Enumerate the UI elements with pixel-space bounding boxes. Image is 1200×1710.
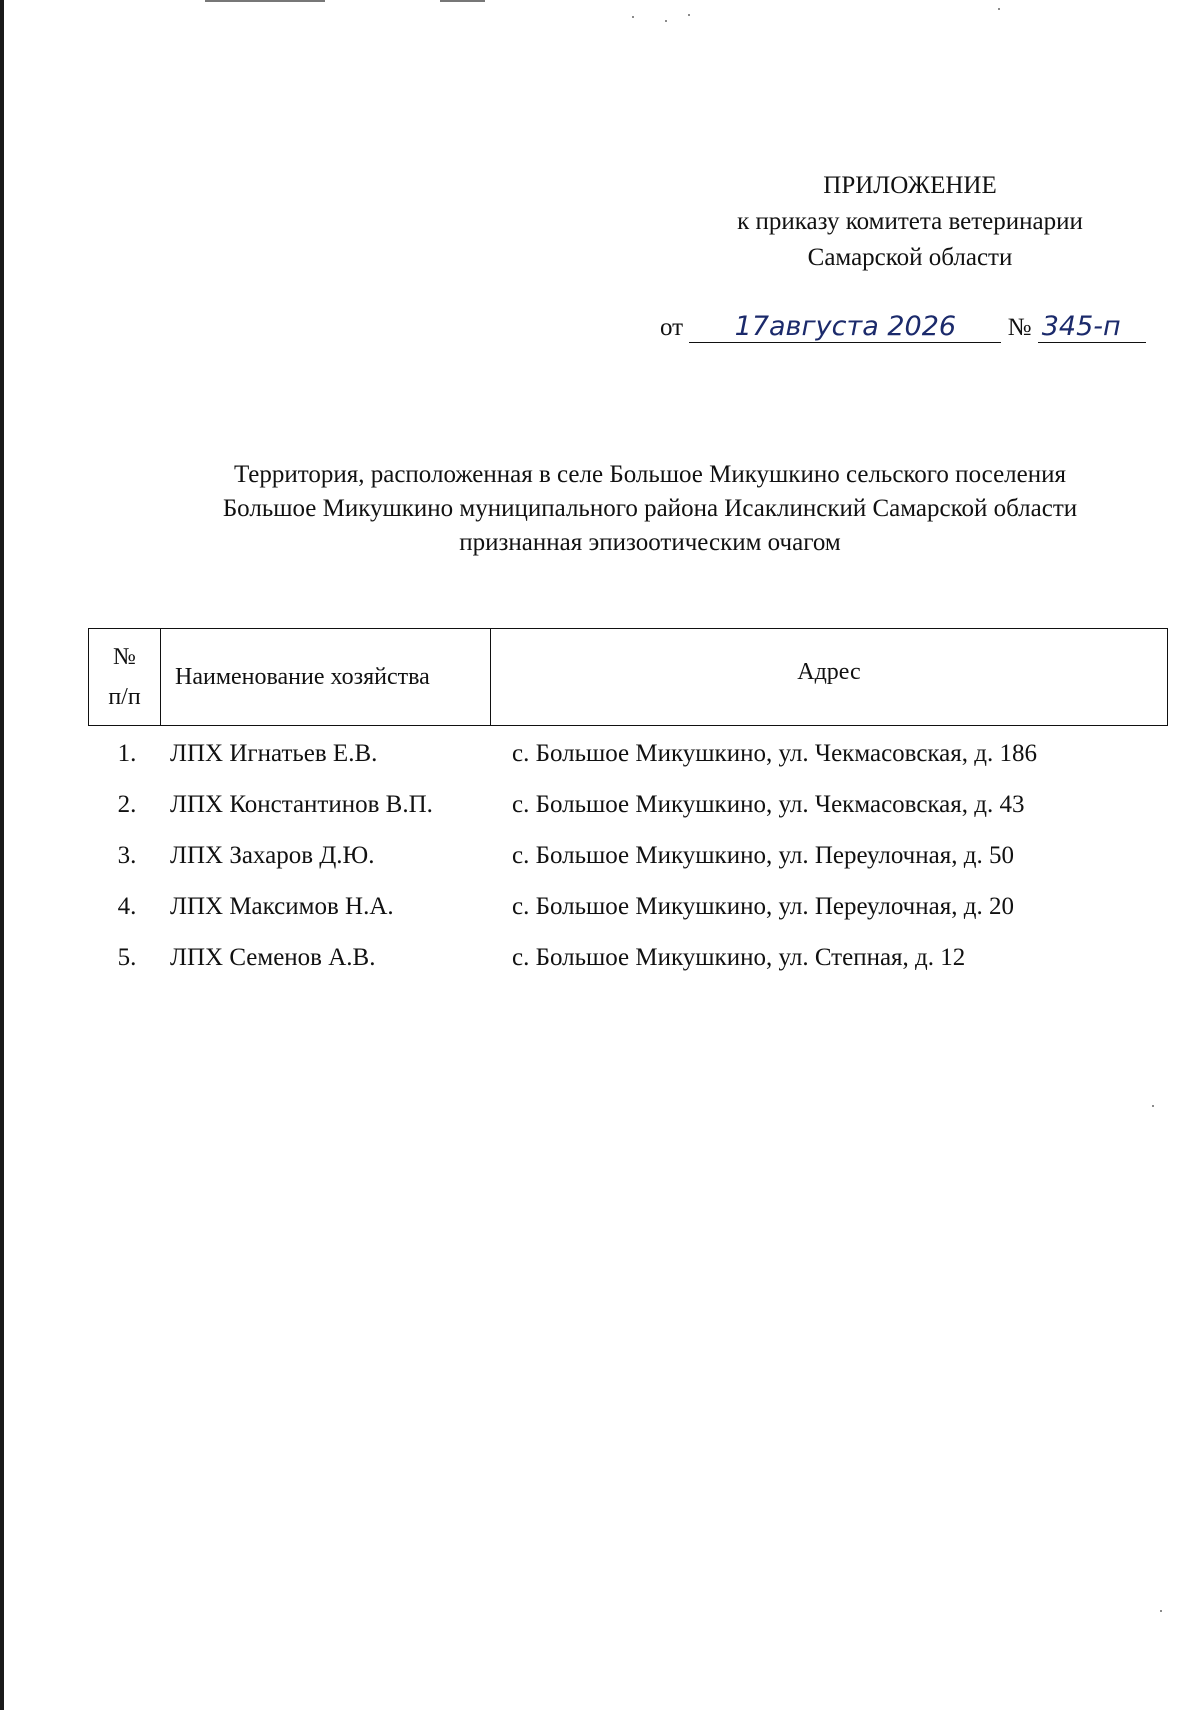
row-farm-name: ЛПХ Захаров Д.Ю. — [170, 841, 375, 869]
header-farm-name: Наименование хозяйства — [161, 629, 491, 725]
row-address: с. Большое Микушкино, ул. Чекмасовская, д. 43 — [512, 790, 1025, 818]
row-address: с. Большое Микушкино, ул. Чекмасовская, д. 186 — [512, 739, 1037, 767]
scan-speck — [1160, 1610, 1162, 1612]
table-header — [88, 628, 1168, 726]
scan-speck — [998, 8, 1000, 10]
scan-speck — [1152, 1105, 1154, 1107]
order-date-handwritten: 17августа 2026 — [689, 312, 1001, 343]
table-row — [88, 932, 1168, 983]
farms-table — [88, 628, 1168, 983]
scan-speck — [665, 20, 667, 22]
scan-speck — [688, 14, 690, 16]
row-number: 3. — [117, 841, 137, 869]
table-row — [88, 779, 1168, 830]
scan-speck — [632, 16, 634, 18]
row-farm-name: ЛПХ Константинов В.П. — [170, 790, 433, 818]
row-address: с. Большое Микушкино, ул. Переулочная, д. 20 — [512, 892, 1014, 920]
table-row — [88, 728, 1168, 779]
row-address: с. Большое Микушкино, ул. Переулочная, д. 50 — [512, 841, 1014, 869]
order-reference — [660, 312, 1146, 343]
appendix-title: ПРИЛОЖЕНИЕ — [823, 172, 997, 199]
order-date-prefix: от — [660, 314, 684, 341]
row-number: 4. — [117, 892, 137, 920]
header-number-sign: № — [113, 644, 136, 670]
appendix-header — [600, 168, 1140, 276]
row-number: 1. — [117, 739, 137, 767]
order-number-handwritten: 345-п — [1038, 312, 1146, 343]
scan-artifact — [440, 0, 485, 2]
row-farm-name: ЛПХ Игнатьев Е.В. — [170, 739, 378, 767]
row-number: 5. — [117, 943, 137, 971]
scan-edge — [0, 0, 4, 1710]
row-number: 2. — [117, 790, 137, 818]
document-title — [150, 458, 1150, 560]
header-number — [89, 629, 161, 725]
document-title-line: Большое Микушкино муниципального района Исаклинский Самарской области — [222, 495, 1078, 522]
document-title-line: признанная эпизоотическим очагом — [459, 529, 841, 556]
table-row — [88, 881, 1168, 932]
row-address: с. Большое Микушкино, ул. Степная, д. 12 — [512, 943, 966, 971]
order-number-sign: № — [1007, 314, 1032, 341]
row-farm-name: ЛПХ Семенов А.В. — [170, 943, 376, 971]
header-number-abbr: п/п — [108, 684, 141, 710]
header-address: Адрес — [797, 659, 861, 685]
scan-artifact — [205, 0, 325, 2]
row-farm-name: ЛПХ Максимов Н.А. — [170, 892, 394, 920]
document-title-line: Территория, расположенная в селе Большое Микушкино сельского поселения — [233, 461, 1067, 488]
appendix-subtitle-line: Самарской области — [807, 244, 1013, 271]
table-row — [88, 830, 1168, 881]
appendix-subtitle-line: к приказу комитета ветеринарии — [737, 208, 1083, 235]
